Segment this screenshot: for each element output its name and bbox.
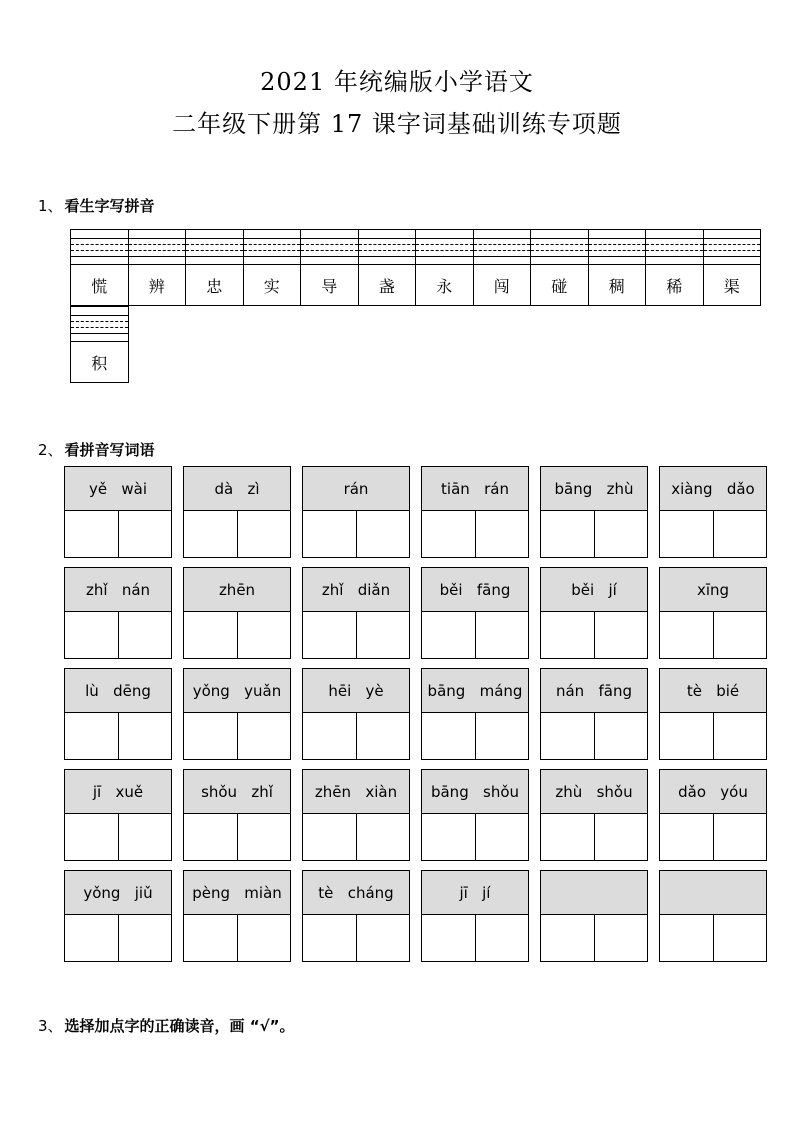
pinyin-word-box — [183, 567, 291, 659]
section-1-label: 看生字写拼音 — [64, 197, 155, 215]
pinyin-prompt: lù dēng — [65, 669, 171, 713]
answer-writing-boxes[interactable] — [422, 712, 528, 759]
pinyin-writing-lines[interactable] — [71, 230, 128, 264]
pinyin-word-box — [64, 668, 172, 760]
pinyin-word-box — [64, 466, 172, 558]
pinyin-prompt: yě wài — [65, 467, 171, 511]
pinyin-word-box — [421, 668, 529, 760]
character-label: 渠 — [704, 264, 761, 305]
pinyin-word-box — [659, 870, 767, 962]
pinyin-cell[interactable] — [645, 229, 704, 306]
pinyin-prompt: pèng miàn — [184, 871, 290, 915]
pinyin-word-box — [183, 870, 291, 962]
pinyin-word-box — [540, 668, 648, 760]
pinyin-writing-lines[interactable] — [646, 230, 703, 264]
pinyin-word-box — [302, 668, 410, 760]
pinyin-prompt: běi fāng — [422, 568, 528, 612]
pinyin-writing-lines[interactable] — [301, 230, 358, 264]
pinyin-cell[interactable] — [588, 229, 647, 306]
pinyin-word-box — [183, 668, 291, 760]
answer-writing-boxes[interactable] — [184, 611, 290, 658]
answer-writing-boxes[interactable] — [184, 914, 290, 961]
answer-writing-boxes[interactable] — [65, 712, 171, 759]
pinyin-word-box — [659, 668, 767, 760]
pinyin-prompt: rán — [303, 467, 409, 511]
pinyin-prompt: zhǐ nán — [65, 568, 171, 612]
pinyin-prompt: tè bié — [660, 669, 766, 713]
answer-writing-boxes[interactable] — [660, 813, 766, 860]
pinyin-word-box — [421, 466, 529, 558]
answer-writing-boxes[interactable] — [422, 813, 528, 860]
pinyin-writing-lines[interactable] — [186, 230, 243, 264]
pinyin-writing-lines[interactable] — [704, 230, 761, 264]
answer-writing-boxes[interactable] — [303, 510, 409, 557]
pinyin-writing-lines[interactable] — [589, 230, 646, 264]
pinyin-prompt: zhù shǒu — [541, 770, 647, 814]
answer-writing-boxes[interactable] — [541, 510, 647, 557]
pinyin-cell[interactable] — [128, 229, 187, 306]
section-3-heading — [38, 1015, 295, 1036]
pinyin-word-box — [421, 870, 529, 962]
pinyin-word-box — [183, 466, 291, 558]
answer-writing-boxes[interactable] — [184, 510, 290, 557]
character-label: 永 — [416, 264, 473, 305]
answer-writing-boxes[interactable] — [65, 914, 171, 961]
pinyin-prompt — [660, 871, 766, 915]
pinyin-word-box — [64, 769, 172, 861]
answer-writing-boxes[interactable] — [65, 611, 171, 658]
pinyin-writing-lines[interactable] — [416, 230, 473, 264]
pinyin-prompt: jī xuě — [65, 770, 171, 814]
pinyin-cell[interactable] — [358, 229, 417, 306]
pinyin-word-box — [659, 567, 767, 659]
section-2-heading — [38, 439, 155, 460]
pinyin-word-box — [64, 567, 172, 659]
pinyin-writing-lines[interactable] — [71, 307, 128, 341]
pinyin-prompt: zhēn xiàn — [303, 770, 409, 814]
answer-writing-boxes[interactable] — [303, 813, 409, 860]
pinyin-prompt: shǒu zhǐ — [184, 770, 290, 814]
section-1-number: 1、 — [38, 197, 63, 215]
section-1-heading — [38, 195, 155, 216]
pinyin-writing-lines[interactable] — [359, 230, 416, 264]
pinyin-cell[interactable] — [70, 229, 129, 306]
answer-writing-boxes[interactable] — [660, 914, 766, 961]
pinyin-grid-row-1 — [70, 229, 761, 306]
answer-writing-boxes[interactable] — [65, 813, 171, 860]
answer-writing-boxes[interactable] — [422, 510, 528, 557]
answer-writing-boxes[interactable] — [303, 712, 409, 759]
pinyin-prompt: tè cháng — [303, 871, 409, 915]
pinyin-writing-lines[interactable] — [244, 230, 301, 264]
answer-writing-boxes[interactable] — [422, 914, 528, 961]
pinyin-word-box — [540, 567, 648, 659]
character-label: 积 — [71, 341, 128, 382]
character-label: 盏 — [359, 264, 416, 305]
pinyin-cell[interactable] — [243, 229, 302, 306]
character-label: 稠 — [589, 264, 646, 305]
character-label: 慌 — [71, 264, 128, 305]
pinyin-prompt: xīng — [660, 568, 766, 612]
pinyin-cell[interactable] — [300, 229, 359, 306]
character-label: 辨 — [129, 264, 186, 305]
pinyin-word-box — [302, 466, 410, 558]
answer-writing-boxes[interactable] — [303, 914, 409, 961]
pinyin-prompt: yǒng jiǔ — [65, 871, 171, 915]
pinyin-prompt: běi jí — [541, 568, 647, 612]
pinyin-cell[interactable] — [530, 229, 589, 306]
character-label: 稀 — [646, 264, 703, 305]
pinyin-prompt: dà zì — [184, 467, 290, 511]
character-label: 碰 — [531, 264, 588, 305]
pinyin-prompt: yǒng yuǎn — [184, 669, 290, 713]
pinyin-prompt: bāng máng — [422, 669, 528, 713]
answer-writing-boxes[interactable] — [660, 510, 766, 557]
answer-writing-boxes[interactable] — [184, 712, 290, 759]
title-line-1: 2021 年统编版小学语文 — [260, 68, 534, 96]
pinyin-prompt: xiàng dǎo — [660, 467, 766, 511]
answer-writing-boxes[interactable] — [660, 611, 766, 658]
answer-writing-boxes[interactable] — [65, 510, 171, 557]
pinyin-word-box — [421, 769, 529, 861]
pinyin-cell[interactable] — [415, 229, 474, 306]
pinyin-word-box — [302, 870, 410, 962]
section-2-label: 看拼音写词语 — [64, 441, 155, 459]
answer-writing-boxes[interactable] — [541, 611, 647, 658]
answer-writing-boxes[interactable] — [422, 611, 528, 658]
answer-writing-boxes[interactable] — [184, 813, 290, 860]
pinyin-word-box — [421, 567, 529, 659]
pinyin-word-box — [540, 466, 648, 558]
pinyin-prompt: zhēn — [184, 568, 290, 612]
pinyin-writing-lines[interactable] — [531, 230, 588, 264]
pinyin-word-box — [659, 769, 767, 861]
pinyin-word-box — [302, 567, 410, 659]
pinyin-prompt — [541, 871, 647, 915]
section-2-number: 2、 — [38, 441, 63, 459]
answer-writing-boxes[interactable] — [660, 712, 766, 759]
answer-writing-boxes[interactable] — [541, 712, 647, 759]
pinyin-prompt: dǎo yóu — [660, 770, 766, 814]
pinyin-writing-lines[interactable] — [474, 230, 531, 264]
character-label: 忠 — [186, 264, 243, 305]
pinyin-writing-lines[interactable] — [129, 230, 186, 264]
pinyin-prompt: hēi yè — [303, 669, 409, 713]
pinyin-prompt: jī jí — [422, 871, 528, 915]
character-label: 导 — [301, 264, 358, 305]
answer-writing-boxes[interactable] — [541, 914, 647, 961]
section-3-label: 选择加点字的正确读音，画 “√”。 — [64, 1017, 295, 1035]
pinyin-word-box — [64, 870, 172, 962]
pinyin-prompt: nán fāng — [541, 669, 647, 713]
pinyin-word-box — [659, 466, 767, 558]
pinyin-prompt: zhǐ diǎn — [303, 568, 409, 612]
section-3-number: 3、 — [38, 1017, 63, 1035]
pinyin-prompt: bāng shǒu — [422, 770, 528, 814]
pinyin-cell[interactable] — [473, 229, 532, 306]
pinyin-word-box — [183, 769, 291, 861]
pinyin-prompt: tiān rán — [422, 467, 528, 511]
pinyin-prompt: bāng zhù — [541, 467, 647, 511]
pinyin-word-box — [302, 769, 410, 861]
answer-writing-boxes[interactable] — [303, 611, 409, 658]
pinyin-word-box — [540, 870, 648, 962]
answer-writing-boxes[interactable] — [541, 813, 647, 860]
pinyin-grid-row-2 — [70, 306, 129, 383]
pinyin-cell[interactable] — [185, 229, 244, 306]
title-line-2: 二年级下册第 17 课字词基础训练专项题 — [172, 110, 622, 138]
pinyin-cell[interactable] — [70, 306, 129, 383]
pinyin-word-box — [540, 769, 648, 861]
pinyin-cell[interactable] — [703, 229, 762, 306]
character-label: 实 — [244, 264, 301, 305]
character-label: 闯 — [474, 264, 531, 305]
